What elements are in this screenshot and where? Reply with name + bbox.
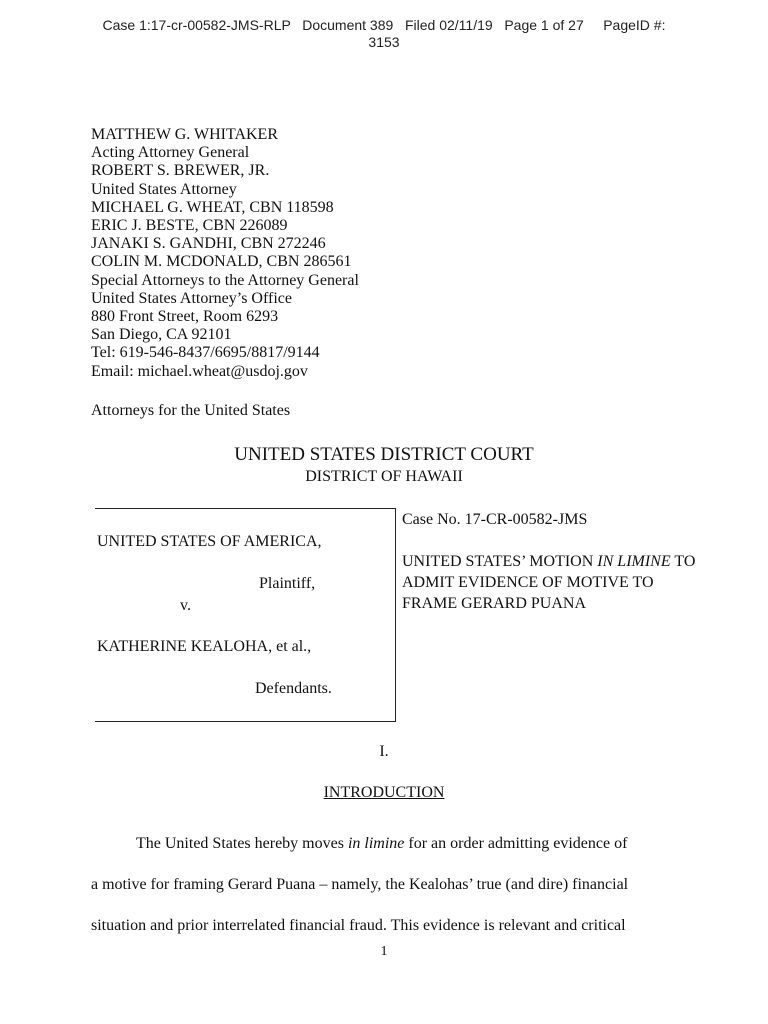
attorney-block bbox=[91, 126, 359, 381]
section-title-text: INTRODUCTION bbox=[323, 784, 445, 801]
attorney-line: 880 Front Street, Room 6293 bbox=[91, 308, 279, 326]
filing-header bbox=[0, 17, 768, 51]
body-line: situation and prior interrelated financial fraud. This evidence is relevant and critical bbox=[91, 917, 626, 934]
attorney-line: ROBERT S. BREWER, JR. bbox=[91, 162, 270, 180]
header-case: Case 1:17-cr-00582-JMS-RLP bbox=[102, 17, 291, 33]
attorney-line: United States Attorney bbox=[91, 180, 237, 198]
plaintiff-name: UNITED STATES OF AMERICA, bbox=[97, 533, 322, 550]
defendant-name: KATHERINE KEALOHA, et al., bbox=[97, 638, 312, 655]
attorney-line: Acting Attorney General bbox=[91, 144, 250, 162]
attorney-line: MICHAEL G. WHEAT, CBN 118598 bbox=[91, 198, 334, 216]
attorney-line: JANAKI S. GANDHI, CBN 272246 bbox=[91, 235, 326, 253]
attorney-email: Email: michael.wheat@usdoj.gov bbox=[91, 362, 308, 380]
case-caption-box bbox=[95, 508, 396, 722]
body-line: a motive for framing Gerard Puana – namely, the Kealohas’ true (and dire) financial bbox=[91, 876, 629, 893]
header-pageid-label: PageID #: bbox=[603, 17, 666, 33]
attorneys-for: Attorneys for the United States bbox=[91, 402, 291, 419]
attorney-line: United States Attorney’s Office bbox=[91, 289, 292, 307]
motion-title-part2: TO ADMIT EVIDENCE OF MOTIVE TO FRAME GERARD PUANA bbox=[402, 553, 696, 612]
motion-title-italic: IN LIMINE bbox=[597, 553, 671, 570]
court-district: DISTRICT OF HAWAII bbox=[305, 468, 463, 485]
attorney-line: Tel: 619-546-8437/6695/8817/9144 bbox=[91, 344, 320, 362]
header-page: Page 1 of 27 bbox=[504, 17, 584, 33]
attorney-line: COLIN M. MCDONALD, CBN 286561 bbox=[91, 253, 352, 271]
header-pageid-value: 3153 bbox=[368, 34, 400, 50]
versus-label: v. bbox=[180, 597, 191, 614]
body-text: The United States hereby moves bbox=[136, 835, 348, 852]
attorney-line: MATTHEW G. WHITAKER bbox=[91, 126, 278, 143]
case-number: Case No. 17-CR-00582-JMS bbox=[402, 511, 588, 528]
attorney-line: Special Attorneys to the Attorney General bbox=[91, 271, 359, 289]
body-italic: in limine bbox=[347, 835, 405, 852]
plaintiff-role: Plaintiff, bbox=[259, 575, 316, 592]
section-number: I. bbox=[379, 743, 389, 760]
header-document: Document 389 bbox=[302, 17, 394, 33]
body-text: for an order admitting evidence of bbox=[404, 835, 628, 852]
attorney-line: San Diego, CA 92101 bbox=[91, 326, 232, 344]
header-filed: Filed 02/11/19 bbox=[404, 17, 493, 33]
body-line bbox=[91, 823, 691, 864]
body-paragraph bbox=[91, 823, 691, 946]
defendant-role: Defendants. bbox=[255, 680, 332, 697]
court-name: UNITED STATES DISTRICT COURT bbox=[234, 444, 534, 465]
attorney-line: ERIC J. BESTE, CBN 226089 bbox=[91, 217, 288, 235]
page-number: 1 bbox=[380, 944, 388, 959]
motion-title bbox=[402, 551, 702, 614]
motion-title-part1: UNITED STATES’ MOTION bbox=[402, 553, 598, 570]
section-title bbox=[0, 784, 768, 802]
